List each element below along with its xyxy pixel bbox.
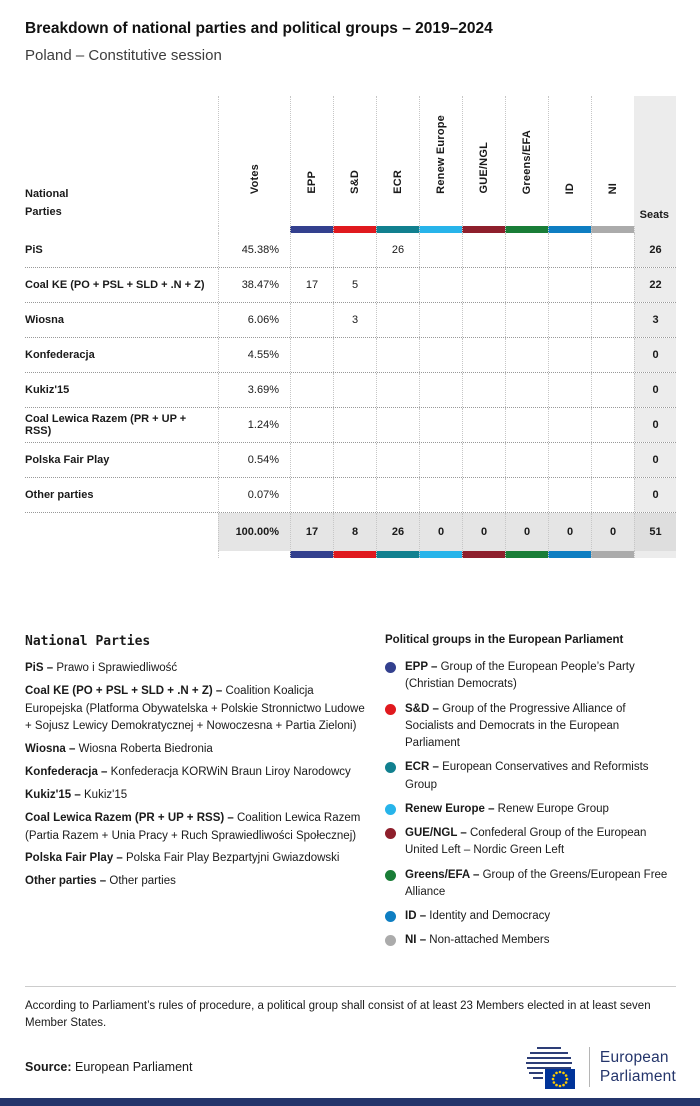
- color-bar-epp: [290, 226, 333, 233]
- total-group-cell: 0: [591, 513, 634, 551]
- votes-cell: 38.47%: [218, 268, 290, 302]
- total-group-cell: 26: [376, 513, 419, 551]
- legend-item: Renew Europe – Renew Europe Group: [385, 801, 676, 818]
- table-row-wiosna: [25, 303, 676, 338]
- legend-item: PiS – Prawo i Sprawiedliwość: [25, 662, 178, 674]
- bar-spacer: [25, 551, 218, 558]
- group-seats-cell: [333, 373, 376, 407]
- legend-item: Coal KE (PO + PSL + SLD + .N + Z) – Coalition Koalicja Europejska (Platforma Obywatelska + Polskie Stronnictwo Ludowe + Sojusz Lewicy Demokratycznej + Nowoczesna + Partia Zieloni): [25, 684, 365, 733]
- group-seats-cell: [376, 373, 419, 407]
- group-seats-cell: [548, 268, 591, 302]
- color-bar-sd: [333, 226, 376, 233]
- group-seats-cell: [333, 478, 376, 512]
- group-color-bars-top: [25, 226, 676, 233]
- legend-item: Other parties – Other parties: [25, 875, 176, 888]
- group-seats-cell: [376, 268, 419, 302]
- total-group-cell: 8: [333, 513, 376, 551]
- procedure-footnote: According to Parliament’s rules of procedure, a political group shall consist of at least 23 Members elected in at least seven Member States.: [25, 986, 676, 1033]
- group-seats-cell: [548, 233, 591, 267]
- table-row-kukiz15: [25, 373, 676, 408]
- color-bar-ecr: [376, 551, 419, 558]
- color-bar-gue-ngl: [462, 551, 505, 558]
- group-seats-cell: [591, 373, 634, 407]
- color-bar-greens-efa: [505, 226, 548, 233]
- group-seats-cell: [419, 408, 462, 442]
- color-bar-sd: [333, 551, 376, 558]
- table-row-coal-ke: [25, 268, 676, 303]
- group-seats-cell: [290, 338, 333, 372]
- seats-total-cell: 0: [634, 443, 676, 477]
- group-seats-cell: 26: [376, 233, 419, 267]
- national-parties-legend: [25, 634, 370, 957]
- group-seats-cell: [290, 443, 333, 477]
- color-bar-greens-efa: [505, 551, 548, 558]
- color-bar-ni: [591, 226, 634, 233]
- group-seats-cell: [591, 338, 634, 372]
- column-header-ecr: ECR: [376, 96, 419, 226]
- sd-color-dot: [385, 704, 396, 715]
- group-seats-cell: [591, 268, 634, 302]
- table-row-pis: [25, 233, 676, 268]
- group-seats-cell: [548, 443, 591, 477]
- votes-cell: 4.55%: [218, 338, 290, 372]
- party-name-cell: Coal KE (PO + PSL + SLD + .N + Z): [25, 279, 205, 291]
- group-seats-cell: [290, 303, 333, 337]
- political-groups-legend-heading: Political groups in the European Parliament: [385, 634, 624, 646]
- national-parties-header-line2: Parties: [25, 205, 62, 218]
- column-header-greens-efa: Greens/EFA: [505, 96, 548, 226]
- legend-item: EPP – Group of the European People’s Party (Christian Democrats): [385, 659, 676, 694]
- national-parties-header: [25, 96, 218, 226]
- logo-wordmark: European Parliament: [599, 1048, 676, 1085]
- legend-item: Kukiz'15 – Kukiz'15: [25, 788, 128, 801]
- seats-total-cell: 3: [634, 303, 676, 337]
- party-name-cell: Konfederacja: [25, 349, 95, 361]
- column-header-sd: S&D: [333, 96, 376, 226]
- color-bar-ni: [591, 551, 634, 558]
- total-group-cell: 0: [548, 513, 591, 551]
- seats-total-cell: 26: [634, 233, 676, 267]
- group-seats-cell: [333, 443, 376, 477]
- bar-spacer: [25, 226, 218, 233]
- total-spacer: [25, 513, 218, 551]
- group-seats-cell: [505, 338, 548, 372]
- total-seats-cell: 51: [634, 513, 676, 551]
- seats-total-cell: 22: [634, 268, 676, 302]
- legend-item: S&D – Group of the Progressive Alliance of Socialists and Democrats in the European Parliament: [385, 701, 676, 753]
- group-seats-cell: [505, 443, 548, 477]
- group-seats-cell: [290, 373, 333, 407]
- party-name-cell: Other parties: [25, 489, 94, 501]
- column-header-seats: Seats: [634, 96, 676, 226]
- legend-item: NI – Non-attached Members: [385, 932, 676, 949]
- color-bar-ecr: [376, 226, 419, 233]
- color-bar-id: [548, 226, 591, 233]
- page-title: Breakdown of national parties and political groups – 2019–2024: [25, 20, 493, 37]
- source-line: [25, 1060, 192, 1074]
- table-row-konfederacja: [25, 338, 676, 373]
- table-row-coal-lewica-razem: [25, 408, 676, 443]
- source-value: European Parliament: [75, 1060, 193, 1074]
- bar-spacer: [634, 226, 676, 233]
- group-seats-cell: [548, 338, 591, 372]
- group-seats-cell: [376, 478, 419, 512]
- votes-cell: 3.69%: [218, 373, 290, 407]
- group-seats-cell: [333, 233, 376, 267]
- logo-divider: [589, 1047, 590, 1087]
- source-row: [25, 1044, 676, 1090]
- group-seats-cell: [333, 408, 376, 442]
- column-header-epp: EPP: [290, 96, 333, 226]
- group-seats-cell: [419, 233, 462, 267]
- legend-item: Wiosna – Wiosna Roberta Biedronia: [25, 743, 213, 756]
- column-header-votes: Votes: [218, 96, 290, 226]
- color-bar-gue-ngl: [462, 226, 505, 233]
- group-seats-cell: [462, 233, 505, 267]
- table-row-polska-fair-play: [25, 443, 676, 478]
- group-seats-cell: [505, 478, 548, 512]
- group-seats-cell: [419, 338, 462, 372]
- group-seats-cell: [290, 233, 333, 267]
- group-seats-cell: [333, 338, 376, 372]
- group-seats-cell: [548, 303, 591, 337]
- ecr-color-dot: [385, 762, 396, 773]
- color-bar-id: [548, 551, 591, 558]
- group-seats-cell: [462, 443, 505, 477]
- legend-item: Greens/EFA – Group of the Greens/European Free Alliance: [385, 867, 676, 902]
- votes-cell: 6.06%: [218, 303, 290, 337]
- group-seats-cell: [505, 233, 548, 267]
- national-parties-header-line1: National: [25, 187, 69, 200]
- color-bar-renew-europe: [419, 551, 462, 558]
- group-seats-cell: [419, 478, 462, 512]
- group-seats-cell: [591, 408, 634, 442]
- group-seats-cell: [419, 303, 462, 337]
- group-seats-cell: [505, 373, 548, 407]
- party-name-cell: Wiosna: [25, 314, 65, 326]
- source-label: Source:: [25, 1060, 72, 1074]
- group-seats-cell: [376, 338, 419, 372]
- group-seats-cell: [505, 303, 548, 337]
- seats-total-cell: 0: [634, 373, 676, 407]
- total-group-cell: 17: [290, 513, 333, 551]
- seats-total-cell: 0: [634, 408, 676, 442]
- column-header-id: ID: [548, 96, 591, 226]
- legend-item: Konfederacja – Konfederacja KORWiN Braun Liroy Narodowcy: [25, 766, 351, 779]
- total-group-cell: 0: [462, 513, 505, 551]
- group-seats-cell: 5: [333, 268, 376, 302]
- group-seats-cell: [548, 408, 591, 442]
- bar-spacer: [218, 551, 290, 558]
- votes-cell: 1.24%: [218, 408, 290, 442]
- group-color-bars-bottom: [25, 551, 676, 558]
- ni-color-dot: [385, 935, 396, 946]
- renew-europe-color-dot: [385, 804, 396, 815]
- group-seats-cell: [591, 443, 634, 477]
- group-seats-cell: [462, 408, 505, 442]
- votes-cell: 0.07%: [218, 478, 290, 512]
- political-groups-legend: [385, 634, 676, 957]
- seats-total-cell: 0: [634, 478, 676, 512]
- group-seats-cell: [505, 268, 548, 302]
- group-seats-cell: [462, 303, 505, 337]
- bar-spacer: [218, 226, 290, 233]
- epp-color-dot: [385, 662, 396, 673]
- group-seats-cell: [419, 268, 462, 302]
- color-bar-epp: [290, 551, 333, 558]
- group-seats-cell: [419, 373, 462, 407]
- table-row-other-parties: [25, 478, 676, 513]
- total-group-cell: 0: [505, 513, 548, 551]
- legend-item: GUE/NGL – Confederal Group of the European United Left – Nordic Green Left: [385, 825, 676, 860]
- table-total-row: [25, 513, 676, 551]
- color-bar-renew-europe: [419, 226, 462, 233]
- column-header-gue-ngl: GUE/NGL: [462, 96, 505, 226]
- group-seats-cell: [505, 408, 548, 442]
- votes-cell: 45.38%: [218, 233, 290, 267]
- brand-footer-bar: [0, 1098, 700, 1106]
- legend-item: ID – Identity and Democracy: [385, 908, 676, 925]
- group-seats-cell: [290, 408, 333, 442]
- group-seats-cell: [591, 233, 634, 267]
- ep-hemicycle-flag-icon: [523, 1044, 579, 1090]
- party-name-cell: Coal Lewica Razem (PR + UP + RSS): [25, 413, 187, 437]
- group-seats-cell: [548, 478, 591, 512]
- group-seats-cell: [462, 338, 505, 372]
- group-seats-cell: [462, 268, 505, 302]
- column-header-renew-europe: Renew Europe: [419, 96, 462, 226]
- group-seats-cell: [462, 373, 505, 407]
- greens-efa-color-dot: [385, 870, 396, 881]
- group-seats-cell: [376, 408, 419, 442]
- group-seats-cell: 3: [333, 303, 376, 337]
- party-name-cell: Kukiz'15: [25, 384, 70, 396]
- results-table: [25, 96, 676, 558]
- european-parliament-logo: [523, 1044, 676, 1090]
- group-seats-cell: [548, 373, 591, 407]
- page-subtitle: Poland – Constitutive session: [25, 47, 222, 64]
- group-seats-cell: 17: [290, 268, 333, 302]
- total-votes-cell: 100.00%: [218, 513, 290, 551]
- seats-total-cell: 0: [634, 338, 676, 372]
- total-group-cell: 0: [419, 513, 462, 551]
- legend-item: Polska Fair Play – Polska Fair Play Bezpartyjni Gwiazdowski: [25, 852, 340, 865]
- group-seats-cell: [419, 443, 462, 477]
- party-name-cell: PiS: [25, 244, 43, 256]
- bar-spacer: [634, 551, 676, 558]
- column-header-ni: NI: [591, 96, 634, 226]
- group-seats-cell: [591, 303, 634, 337]
- table-header-row: [25, 96, 676, 226]
- legend-item: ECR – European Conservatives and Reformists Group: [385, 759, 676, 794]
- group-seats-cell: [376, 303, 419, 337]
- group-seats-cell: [462, 478, 505, 512]
- votes-cell: 0.54%: [218, 443, 290, 477]
- group-seats-cell: [376, 443, 419, 477]
- id-color-dot: [385, 911, 396, 922]
- group-seats-cell: [591, 478, 634, 512]
- party-name-cell: Polska Fair Play: [25, 454, 110, 466]
- legend-section: [25, 634, 676, 957]
- gue-ngl-color-dot: [385, 828, 396, 839]
- national-parties-legend-heading: National Parties: [25, 634, 151, 649]
- group-seats-cell: [290, 478, 333, 512]
- legend-item: Coal Lewica Razem (PR + UP + RSS) – Coalition Lewica Razem (Partia Razem + Unia Pracy + Ruch Sprawiedliwości Społecznej): [25, 811, 361, 842]
